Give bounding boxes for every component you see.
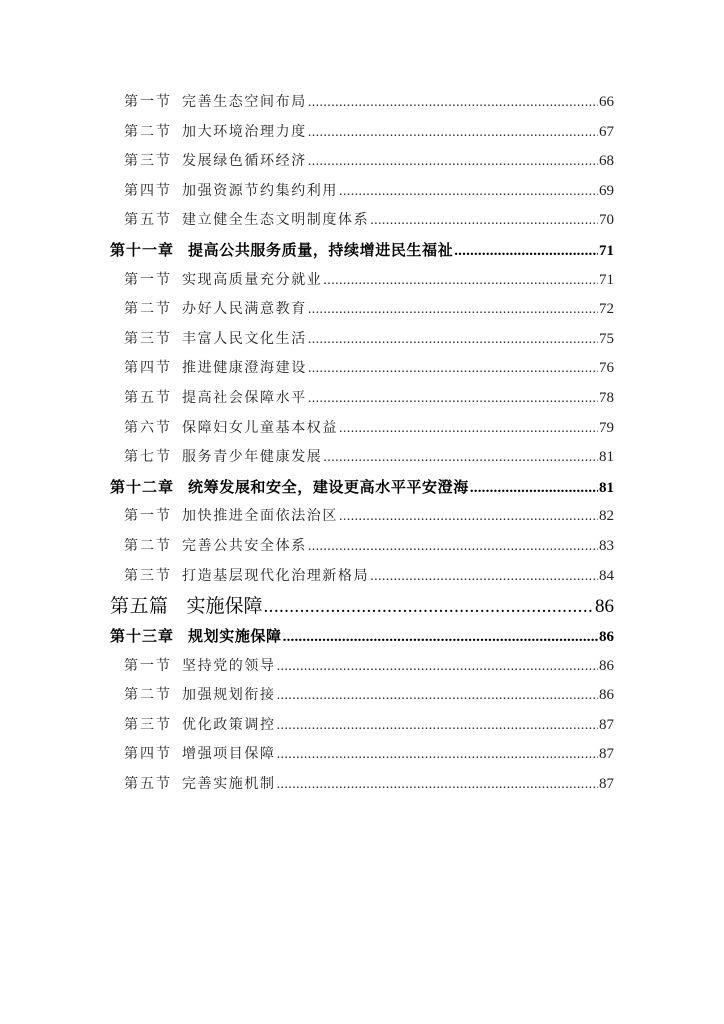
toc-entry-title: 办好人民满意教育 — [182, 301, 307, 318]
dot-leader — [308, 147, 598, 177]
toc-entry-number: 第四节 — [124, 746, 172, 763]
toc-entry-section[interactable] — [110, 502, 614, 532]
toc-entry-page: 81 — [599, 479, 614, 496]
toc-entry-section[interactable] — [110, 384, 614, 414]
dot-leader — [308, 118, 598, 148]
toc-entry-section[interactable] — [110, 295, 614, 325]
toc-entry-title: 发展绿色循环经济 — [182, 153, 307, 170]
toc-entry-number: 第四节 — [124, 360, 172, 377]
dot-leader — [323, 266, 598, 296]
toc-entry-section[interactable] — [110, 740, 614, 770]
toc-entry-page: 71 — [599, 271, 614, 288]
toc-entry-number: 第一节 — [124, 94, 172, 110]
toc-entry-page: 84 — [599, 567, 614, 584]
dot-leader — [308, 88, 598, 118]
toc-entry-part[interactable] — [110, 591, 614, 622]
toc-entry-number: 第十三章 — [110, 627, 175, 646]
toc-entry-number: 第六节 — [124, 419, 172, 436]
toc-entry-section[interactable] — [110, 88, 614, 118]
toc-entry-number: 第三节 — [124, 330, 172, 347]
toc-entry-title: 规划实施保障 — [188, 627, 282, 646]
toc-entry-page: 87 — [599, 746, 614, 763]
toc-entry-title: 打造基层现代化治理新格局 — [182, 567, 370, 584]
toc-entry-page: 79 — [599, 419, 614, 436]
toc-entry-title: 实现高质量充分就业 — [182, 271, 323, 288]
dot-leader — [308, 384, 598, 414]
toc-entry-title: 建立健全生态文明制度体系 — [182, 212, 370, 229]
toc-entry-page: 76 — [599, 360, 614, 377]
dot-leader — [339, 177, 598, 207]
toc-entry-page: 86 — [595, 596, 614, 618]
dot-leader — [323, 443, 598, 473]
toc-entry-page: 87 — [599, 716, 614, 733]
toc-entry-number: 第三节 — [124, 716, 172, 733]
toc-entry-page: 72 — [599, 301, 614, 318]
dot-leader — [370, 562, 598, 592]
toc-entry-number: 第五节 — [124, 776, 172, 793]
toc-entry-section[interactable] — [110, 711, 614, 741]
toc-entry-section[interactable] — [110, 325, 614, 355]
dot-leader — [370, 206, 598, 236]
toc-entry-number: 第五节 — [124, 389, 172, 406]
dot-leader — [339, 502, 598, 532]
toc-entry-section[interactable] — [110, 118, 614, 148]
toc-entry-title: 统筹发展和安全，建设更高水平平安澄海 — [188, 477, 469, 496]
toc-entry-page: 83 — [599, 537, 614, 554]
toc-entry-title: 服务青少年健康发展 — [182, 449, 323, 466]
toc-entry-title: 推进健康澄海建设 — [182, 360, 307, 377]
dot-leader — [308, 325, 598, 355]
toc-entry-number: 第一节 — [124, 657, 172, 674]
toc-entry-number: 第四节 — [124, 182, 172, 199]
toc-entry-title: 丰富人民文化生活 — [182, 330, 307, 347]
toc-entry-number: 第七节 — [124, 449, 172, 466]
toc-entry-number: 第二节 — [124, 537, 172, 554]
toc-entry-page: 81 — [599, 449, 614, 466]
dot-leader — [454, 237, 598, 267]
toc-entry-title: 坚持党的领导 — [182, 657, 276, 674]
toc-entry-page: 78 — [599, 389, 614, 406]
toc-entry-title: 完善生态空间布局 — [182, 94, 307, 110]
toc-entry-title: 提高公共服务质量，持续增进民生福祉 — [188, 240, 454, 259]
toc-entry-title: 加强规划衔接 — [182, 687, 276, 704]
toc-entry-section[interactable] — [110, 532, 614, 562]
dot-leader — [308, 532, 598, 562]
toc-entry-section[interactable] — [110, 147, 614, 177]
toc-entry-page: 86 — [599, 687, 614, 704]
toc-entry-section[interactable] — [110, 562, 614, 592]
dot-leader — [277, 681, 598, 711]
toc-entry-title: 增强项目保障 — [182, 746, 276, 763]
dot-leader — [277, 770, 598, 800]
toc-entry-page: 69 — [599, 182, 614, 199]
toc-entry-section[interactable] — [110, 770, 614, 800]
toc-entry-section[interactable] — [110, 206, 614, 236]
toc-entry-section[interactable] — [110, 354, 614, 384]
toc-entry-section[interactable] — [110, 414, 614, 444]
toc-entry-page: 86 — [599, 657, 614, 674]
toc-entry-title: 完善实施机制 — [182, 776, 276, 793]
toc-entry-number: 第三节 — [124, 153, 172, 170]
table-of-contents — [110, 88, 614, 800]
dot-leader — [308, 295, 598, 325]
toc-entry-number: 第一节 — [124, 271, 172, 288]
dot-leader — [339, 414, 598, 444]
toc-entry-number: 第十二章 — [110, 477, 175, 496]
toc-entry-number: 第三节 — [124, 567, 172, 584]
toc-entry-section[interactable] — [110, 443, 614, 473]
toc-entry-title: 加快推进全面依法治区 — [182, 508, 338, 525]
toc-entry-page: 67 — [599, 123, 614, 140]
dot-leader — [277, 711, 598, 741]
toc-entry-chapter[interactable] — [110, 236, 614, 266]
dot-leader — [308, 354, 598, 384]
dot-leader — [470, 474, 598, 504]
toc-entry-page: 71 — [599, 242, 614, 259]
toc-entry-title: 加大环境治理力度 — [182, 123, 307, 140]
toc-entry-page: 75 — [599, 330, 614, 347]
toc-entry-page: 82 — [599, 508, 614, 525]
dot-leader — [277, 652, 598, 682]
toc-entry-number: 第二节 — [124, 687, 172, 704]
toc-entry-section[interactable] — [110, 266, 614, 296]
dot-leader — [283, 623, 598, 653]
toc-entry-chapter[interactable] — [110, 622, 614, 652]
toc-entry-page: 70 — [599, 212, 614, 229]
toc-entry-number: 第五篇 — [110, 595, 169, 618]
toc-entry-title: 优化政策调控 — [182, 716, 276, 733]
dot-leader — [264, 591, 594, 622]
toc-entry-title: 提高社会保障水平 — [182, 389, 307, 406]
toc-entry-title: 完善公共安全体系 — [182, 537, 307, 554]
toc-entry-section[interactable] — [110, 681, 614, 711]
toc-entry-number: 第五节 — [124, 212, 172, 229]
toc-entry-page: 68 — [599, 153, 614, 170]
toc-entry-page: 86 — [599, 629, 614, 646]
toc-entry-section[interactable] — [110, 652, 614, 682]
toc-entry-title: 保障妇女儿童基本权益 — [182, 419, 338, 436]
toc-entry-title: 实施保障 — [186, 595, 263, 618]
toc-entry-section[interactable] — [110, 177, 614, 207]
toc-entry-number: 第十一章 — [110, 240, 175, 259]
toc-entry-title: 加强资源节约集约利用 — [182, 182, 338, 199]
toc-entry-number: 第二节 — [124, 123, 172, 140]
dot-leader — [277, 740, 598, 770]
toc-entry-page: 66 — [599, 94, 614, 110]
toc-entry-number: 第一节 — [124, 508, 172, 525]
toc-entry-chapter[interactable] — [110, 473, 614, 503]
toc-entry-page: 87 — [599, 776, 614, 793]
toc-entry-number: 第二节 — [124, 301, 172, 318]
